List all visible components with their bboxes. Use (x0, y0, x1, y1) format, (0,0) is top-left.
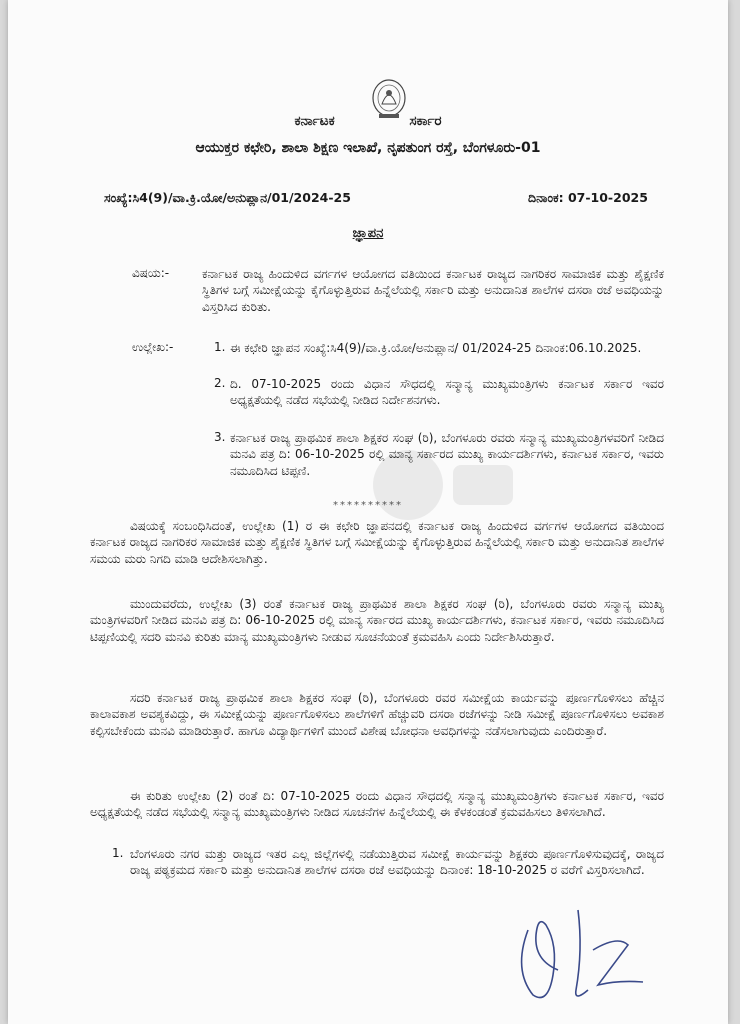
subject-text: ಕರ್ನಾಟಕ ರಾಜ್ಯ ಹಿಂದುಳಿದ ವರ್ಗಗಳ ಆಯೋಗದ ವತಿಯಿಂದ ಕರ್ನಾಟಕ ರಾಜ್ಯದ ನಾಗರಿಕರ ಸಾಮಾಜಿಕ ಮತ್ತು ಶೈಕ್ಷಣಿಕ ಸ್ಥಿತಿಗಳ ಬಗ್ಗೆ ಸಮೀಕ್ಷೆಯನ್ನು ಕೈಗೊಳ್ಳುತ್ತಿರುವ ಹಿನ್ನೆಲೆಯಲ್ಲಿ ಸರ್ಕಾರಿ ಮತ್ತು ಅನುದಾನಿತ ಶಾಲೆಗಳ ದಸರಾ ರಜೆ ಅವಧಿಯನ್ನು ವಿಸ್ತರಿಸಿದ ಕುರಿತು. (202, 267, 664, 314)
reference-item-2: ದಿ. 07-10-2025 ರಂದು ವಿಧಾನ ಸೌಧದಲ್ಲಿ ಸನ್ಮಾನ್ಯ ಮುಖ್ಯಮಂತ್ರಿಗಳು ಕರ್ನಾಟಕ ಸರ್ಕಾರ ಇವರ ಅಧ್ಯಕ್ಷತೆಯಲ್ಲಿ ನಡೆದ ಸಭೆಯಲ್ಲಿ ನೀಡಿದ ನಿರ್ದೇಶನಗಳು. (230, 377, 664, 408)
header-government: ಸರ್ಕಾರ (409, 113, 442, 129)
header-state: ಕರ್ನಾಟಕ (294, 113, 335, 129)
reference-number: ಸಂಖ್ಯೆ:ಸಿ4(9)/ವಾ.ಕ್ರಿ.ಯೋ/ಅನುಪ್ಲಾನ/01/2024-25 (104, 190, 351, 205)
body-paragraph-1: ವಿಷಯಕ್ಕೆ ಸಂಬಂಧಿಸಿದಂತೆ, ಉಲ್ಲೇಖ (1) ರ ಈ ಕಛೇರಿ ಜ್ಞಾಪನದಲ್ಲಿ ಕರ್ನಾಟಕ ರಾಜ್ಯ ಹಿಂದುಳಿದ ವರ್ಗಗಳ ಆಯೋಗದ ವತಿಯಿಂದ ಕರ್ನಾಟಕ ರಾಜ್ಯದ ನಾಗರಿಕರ ಸಾಮಾಜಿಕ ಮತ್ತು ಶೈಕ್ಷಣಿಕ ಸ್ಥಿತಿಗಳ ಬಗ್ಗೆ ಸಮೀಕ್ಷೆಯನ್ನು ಕೈಗೊಳ್ಳುತ್ತಿರುವ ಹಿನ್ನೆಲೆಯಲ್ಲಿ ಸರ್ಕಾರಿ ಮತ್ತು ಅನುದಾನಿತ ಶಾಲೆಗಳ ಸಮಯ ಮರು ನಿಗದಿ ಮಾಡಿ ಆದೇಶಿಸಲಾಗಿತ್ತು. (90, 519, 664, 566)
subject-label: ವಿಷಯ:- (132, 266, 170, 280)
document-title: ಜ್ಞಾಪನ (352, 226, 384, 241)
reference-number-2: 2. (214, 376, 226, 390)
body-paragraph-4: ಈ ಕುರಿತು ಉಲ್ಲೇಖ (2) ರಂತೆ ದಿ: 07-10-2025 ರಂದು ವಿಧಾನ ಸೌಧದಲ್ಲಿ ಸನ್ಮಾನ್ಯ ಮುಖ್ಯಮಂತ್ರಿಗಳು ಕರ್ನಾಟಕ ಸರ್ಕಾರ, ಇವರ ಅಧ್ಯಕ್ಷತೆಯಲ್ಲಿ ನಡೆದ ಸಭೆಯಲ್ಲಿ ಸನ್ಮಾನ್ಯ ಮುಖ್ಯಮಂತ್ರಿಗಳು ನೀಡಿದ ಸೂಚನೆಗಳ ಹಿನ್ನೆಲೆಯಲ್ಲಿ ಈ ಕೆಳಕಂಡಂತೆ ಕ್ರಮವಹಿಸಲು ತಿಳಿಸಲಾಗಿದೆ. (90, 789, 664, 820)
reference-number-3: 3. (214, 430, 226, 444)
body-paragraph-2: ಮುಂದುವರೆದು, ಉಲ್ಲೇಖ (3) ರಂತೆ ಕರ್ನಾಟಕ ರಾಜ್ಯ ಪ್ರಾಥಮಿಕ ಶಾಲಾ ಶಿಕ್ಷಕರ ಸಂಘ (ರಿ), ಬೆಂಗಳೂರು ರವರು ಸನ್ಮಾನ್ಯ ಮುಖ್ಯ ಮಂತ್ರಿಗಳವರಿಗೆ ನೀಡಿದ ಮನವಿ ಪತ್ರ ದಿ: 06-10-2025 ರಲ್ಲಿ ಮಾನ್ಯ ಸರ್ಕಾರದ ಮುಖ್ಯ ಕಾರ್ಯದರ್ಶಿಗಳು, ಕರ್ನಾಟಕ ಸರ್ಕಾರ, ಇವರು ನಮೂದಿಸಿದ ಟಿಪ್ಪಣಿಯಲ್ಲಿ ಸದರಿ ಮನವಿ ಕುರಿತು ಮಾನ್ಯ ಮುಖ್ಯಮಂತ್ರಿಗಳು ನೀಡುವ ಸೂಚನೆಯಂತೆ ಕ್ರಮವಹಿಸಿ ಎಂದು ನಿರ್ದೇಶಿಸಿರುತ್ತಾರೆ. (90, 597, 664, 644)
header-state-government (8, 113, 728, 129)
document-page (8, 0, 728, 1024)
body-item-1: ಬೆಂಗಳೂರು ನಗರ ಮತ್ತು ರಾಜ್ಯದ ಇತರ ಎಲ್ಲ ಜಿಲ್ಲೆಗಳಲ್ಲಿ ನಡೆಯುತ್ತಿರುವ ಸಮೀಕ್ಷೆ ಕಾರ್ಯವನ್ನು ಶಿಕ್ಷಕರು ಪೂರ್ಣಗೊಳಿಸುವುದಕ್ಕೆ, ರಾಜ್ಯದ ರಾಜ್ಯ ಪಠ್ಯಕ್ರಮದ ಸರ್ಕಾರಿ ಮತ್ತು ಅನುದಾನಿತ ಶಾಲೆಗಳ ದಸರಾ ರಜೆ ಅವಧಿಯನ್ನು ದಿನಾಂಕ: 18-10-2025 ರ ವರೆಗೆ ವಿಸ್ತರಿಸಲಾಗಿದೆ. (130, 847, 664, 878)
reference-item-3: ಕರ್ನಾಟಕ ರಾಜ್ಯ ಪ್ರಾಥಮಿಕ ಶಾಲಾ ಶಿಕ್ಷಕರ ಸಂಘ (ರಿ), ಬೆಂಗಳೂರು ರವರು ಸನ್ಮಾನ್ಯ ಮುಖ್ಯಮಂತ್ರಿಗಳವರಿಗೆ ನೀಡಿದ ಮನವಿ ಪತ್ರ ದಿ: 06-10-2025 ರಲ್ಲಿ ಮಾನ್ಯ ಸರ್ಕಾರದ ಮುಖ್ಯ ಕಾರ್ಯದರ್ಶಿಗಳು, ಕರ್ನಾಟಕ ಸರ್ಕಾರ, ಇವರು ನಮೂದಿಸಿದ ಟಿಪ್ಪಣಿ. (230, 431, 664, 478)
reference-number-1: 1. (214, 340, 226, 354)
body-item-number-1: 1. (112, 846, 124, 860)
separator: ********** (333, 500, 403, 511)
document-date: ದಿನಾಂಕ: 07-10-2025 (528, 190, 648, 205)
header-office: ಆಯುಕ್ತರ ಕಛೇರಿ, ಶಾಲಾ ಶಿಕ್ಷಣ ಇಲಾಖೆ, ನೃಪತುಂಗ ರಸ್ತೆ, ಬೆಂಗಳೂರು-01 (195, 140, 541, 156)
body-paragraph-3: ಸದರಿ ಕರ್ನಾಟಕ ರಾಜ್ಯ ಪ್ರಾಥಮಿಕ ಶಾಲಾ ಶಿಕ್ಷಕರ ಸಂಘ (ರಿ), ಬೆಂಗಳೂರು ರವರ ಸಮೀಕ್ಷೆಯ ಕಾರ್ಯವನ್ನು ಪೂರ್ಣಗೊಳಿಸಲು ಹೆಚ್ಚಿನ ಕಾಲಾವಕಾಶ ಅವಶ್ಯಕವಿದ್ದು, ಈ ಸಮೀಕ್ಷೆಯನ್ನು ಪೂರ್ಣಗೊಳಿಸಲು ಶಾಲೆಗಳಿಗೆ ಹೆಚ್ಚುವರಿ ದಸರಾ ರಜೆಗಳನ್ನು ನೀಡಿ ಸಮೀಕ್ಷೆ ಪೂರ್ಣಗೊಳಿಸಲು ಅವಕಾಶ ಕಲ್ಪಿಸಬೇಕೆಂದು ಮನವಿ ಮಾಡಿರುತ್ತಾರೆ. ಹಾಗೂ ವಿದ್ಯಾರ್ಥಿಗಳಿಗೆ ಮುಂದೆ ವಿಶೇಷ ಬೋಧನಾ ಅವಧಿಗಳನ್ನು ನಡೆಸಲಾಗುವುದು ಎಂದಿರುತ್ತಾರೆ. (90, 691, 664, 738)
signature-icon (508, 890, 658, 1010)
watermark-logo-icon (368, 430, 518, 540)
reference-item-1: ಈ ಕಛೇರಿ ಜ್ಞಾಪನ ಸಂಖ್ಯೆ:ಸಿ4(9)/ವಾ.ಕ್ರಿ.ಯೋ/ಅನುಪ್ಲಾನ/ 01/2024-25 ದಿನಾಂಕ:06.10.2025. (230, 341, 642, 355)
references-label: ಉಲ್ಲೇಖ:- (132, 340, 174, 354)
